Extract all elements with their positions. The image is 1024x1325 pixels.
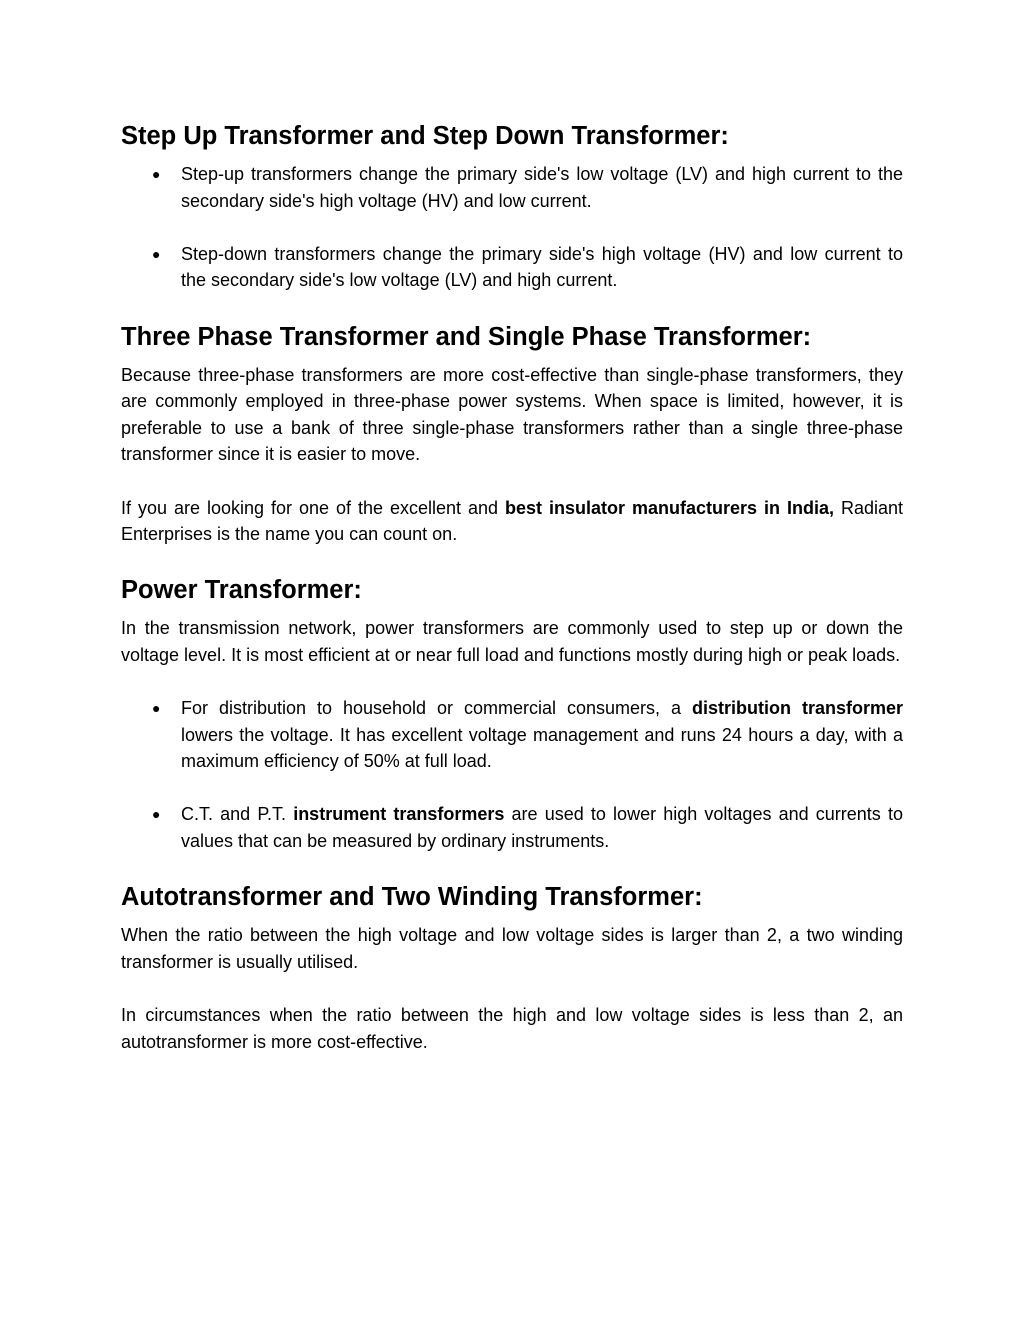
bullet-list	[121, 695, 903, 855]
section-heading: Power Transformer:	[121, 576, 362, 605]
paragraph: When the ratio between the high voltage and low voltage sides is larger than 2, a two winding transformer is usually utilised.	[121, 925, 903, 972]
list-item-text: lowers the voltage. It has excellent voltage management and runs 24 hours a day, with a maximum efficiency of 50% at full load.	[181, 724, 903, 772]
bold-text: instrument transformers	[293, 804, 505, 825]
bullet-icon: ●	[152, 166, 161, 182]
section-step-up-step-down	[121, 120, 903, 294]
section-heading: Three Phase Transformer and Single Phase Transformer:	[121, 322, 812, 351]
list-item-text: Step-down transformers change the primary side's high voltage (HV) and low current to the secondary side's low voltage (LV) and high current.	[181, 243, 903, 291]
paragraph-text: Radiant Enterprises is the name you can count on.	[121, 497, 903, 545]
list-item-text: are used to lower high voltages and currents to values that can be measured by ordinary instruments.	[181, 804, 903, 852]
list-item-text: Step-up transformers change the primary side's low voltage (LV) and high current to the secondary side's high voltage (HV) and low current.	[181, 164, 903, 211]
section-heading: Autotransformer and Two Winding Transformer:	[121, 883, 703, 912]
list-item	[121, 801, 903, 854]
paragraph	[121, 495, 903, 548]
section-three-phase-single-phase	[121, 321, 903, 548]
list-item	[121, 161, 903, 214]
list-item-text: For distribution to household or commercial consumers, a	[181, 698, 693, 719]
bullet-icon: ●	[152, 245, 161, 262]
list-item	[121, 241, 903, 294]
paragraph: In circumstances when the ratio between the high and low voltage sides is less than 2, an autotransformer is more cost-effective.	[121, 1005, 903, 1052]
bold-text: distribution transformer	[692, 698, 904, 719]
paragraph-text: If you are looking for one of the excellent and	[121, 497, 505, 518]
paragraph: Because three-phase transformers are more cost-effective than single-phase transformers, they are commonly employed in three-phase power systems. When space is limited, however, it is preferable to use a bank of three single-phase transformers rather than a single three-phase transformer since it is easier to move.	[121, 364, 903, 465]
section-heading: Step Up Transformer and Step Down Transformer:	[121, 122, 729, 150]
bullet-icon: ●	[152, 700, 161, 717]
section-autotransformer-two-winding	[121, 881, 903, 1055]
section-power-transformer	[121, 574, 903, 854]
list-item-text: C.T. and P.T.	[181, 804, 294, 825]
list-item	[121, 695, 903, 775]
bullet-list	[121, 161, 903, 294]
paragraph: In the transmission network, power transformers are commonly used to step up or down the voltage level. It is most efficient at or near full load and functions mostly during high or peak loads.	[121, 618, 903, 665]
bullet-icon: ●	[152, 806, 161, 823]
bold-link-text: best insulator manufacturers in India,	[505, 497, 834, 518]
